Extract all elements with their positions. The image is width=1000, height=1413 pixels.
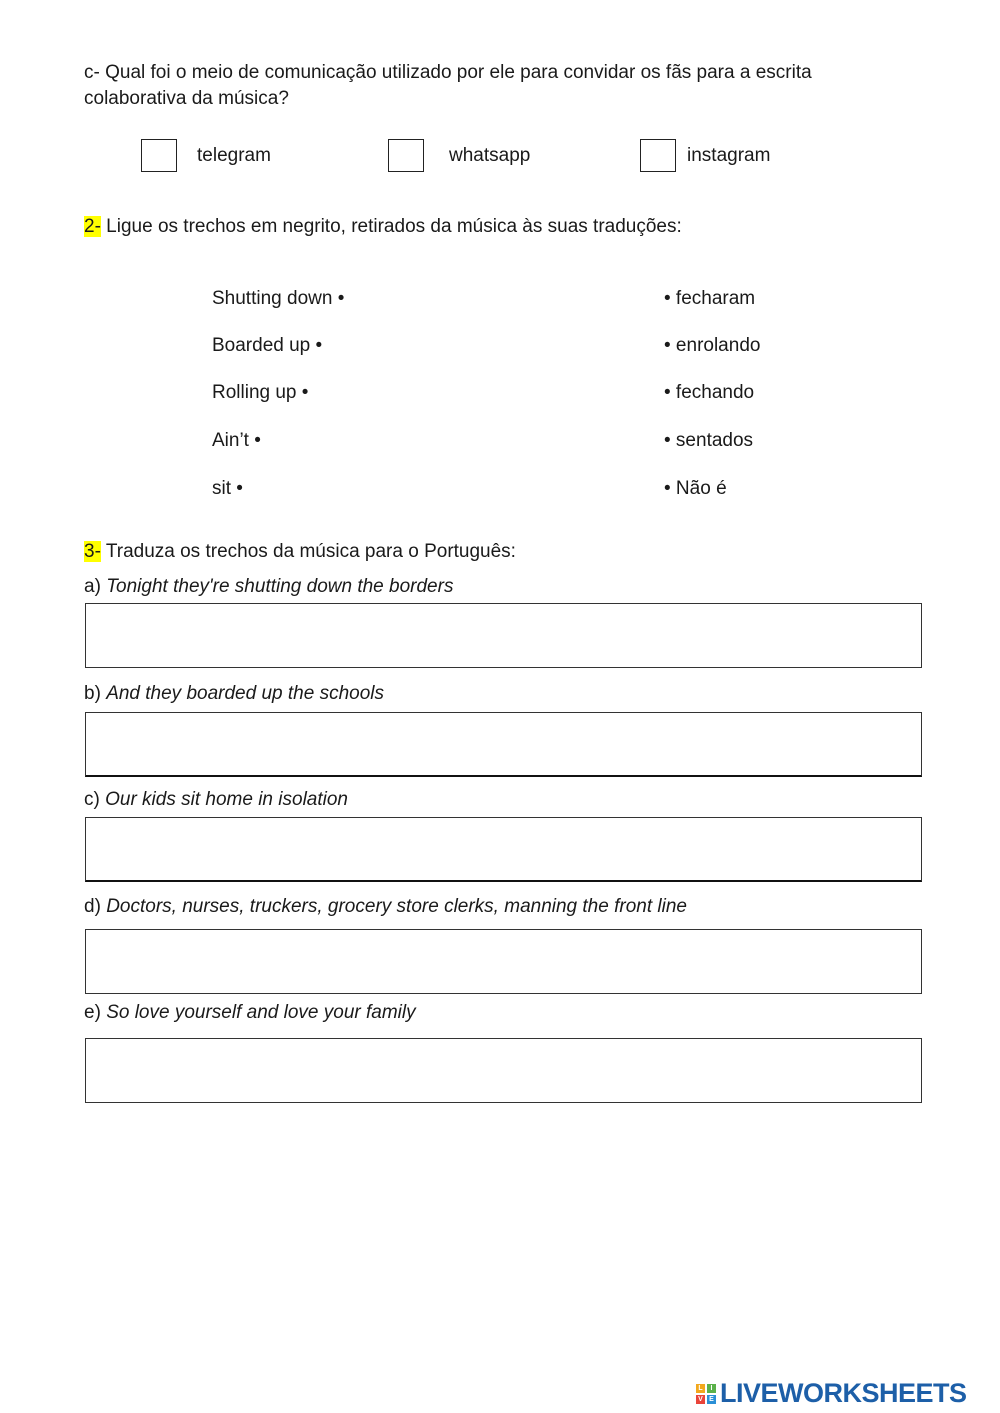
match-right-item[interactable]: • Não é: [664, 478, 727, 499]
translation-letter: b): [84, 683, 107, 704]
match-left-item[interactable]: Ain’t •: [212, 430, 261, 451]
match-right-item[interactable]: • sentados: [664, 430, 754, 451]
translation-phrase: Tonight they're shutting down the borders: [106, 576, 454, 597]
translation-label-e: [84, 1001, 416, 1025]
logo-mark-cell: E: [707, 1395, 716, 1404]
match-right-item[interactable]: • fechando: [664, 382, 755, 403]
translation-letter: e): [84, 1002, 107, 1023]
logo-text: LIVEWORKSHEETS: [720, 1377, 967, 1408]
answer-box-c[interactable]: [85, 817, 922, 882]
translation-label-b: [84, 682, 384, 706]
logo-mark-cell: L: [696, 1384, 705, 1393]
match-right-item[interactable]: • fecharam: [664, 288, 756, 309]
translation-label-d: [84, 895, 687, 919]
liveworksheets-logo: [696, 1378, 967, 1408]
translation-phrase: Our kids sit home in isolation: [105, 789, 348, 810]
question-3-heading: [84, 540, 516, 564]
question-3-text: Traduza os trechos da música para o Português:: [100, 541, 516, 562]
answer-box-e[interactable]: [85, 1038, 922, 1103]
question-2-text: Ligue os trechos em negrito, retirados da música às suas traduções:: [100, 216, 682, 237]
question-c-text: c- Qual foi o meio de comunicação utilizado por ele para convidar os fãs para a escrita colaborativa da música?: [84, 62, 812, 109]
checkbox-whatsapp[interactable]: [388, 139, 424, 172]
translation-letter: a): [84, 576, 107, 597]
translation-letter: d): [84, 896, 107, 917]
answer-box-b[interactable]: [85, 712, 922, 777]
logo-mark-cell: I: [707, 1384, 716, 1393]
question-2-number: 2-: [84, 216, 101, 237]
logo-mark-cell: V: [696, 1395, 705, 1404]
match-left-item[interactable]: Shutting down •: [212, 288, 345, 309]
match-left-item[interactable]: sit •: [212, 478, 243, 499]
match-left-item[interactable]: Rolling up •: [212, 382, 309, 403]
option-label-instagram: instagram: [687, 145, 771, 166]
translation-label-a: [84, 575, 453, 599]
match-left-item[interactable]: Boarded up •: [212, 335, 323, 356]
checkbox-instagram[interactable]: [640, 139, 676, 172]
option-label-whatsapp: whatsapp: [449, 145, 531, 166]
translation-phrase: So love yourself and love your family: [106, 1002, 416, 1023]
answer-box-a[interactable]: [85, 603, 922, 668]
translation-phrase: And they boarded up the schools: [106, 683, 384, 704]
logo-mark-icon: [696, 1384, 716, 1404]
checkbox-telegram[interactable]: [141, 139, 177, 172]
translation-label-c: [84, 788, 348, 812]
answer-box-d[interactable]: [85, 929, 922, 994]
match-right-item[interactable]: • enrolando: [664, 335, 761, 356]
question-2-heading: [84, 215, 682, 239]
translation-letter: c): [84, 789, 106, 810]
question-3-number: 3-: [84, 541, 101, 562]
option-label-telegram: telegram: [197, 145, 271, 166]
translation-phrase: Doctors, nurses, truckers, grocery store clerks, manning the front line: [106, 896, 687, 917]
